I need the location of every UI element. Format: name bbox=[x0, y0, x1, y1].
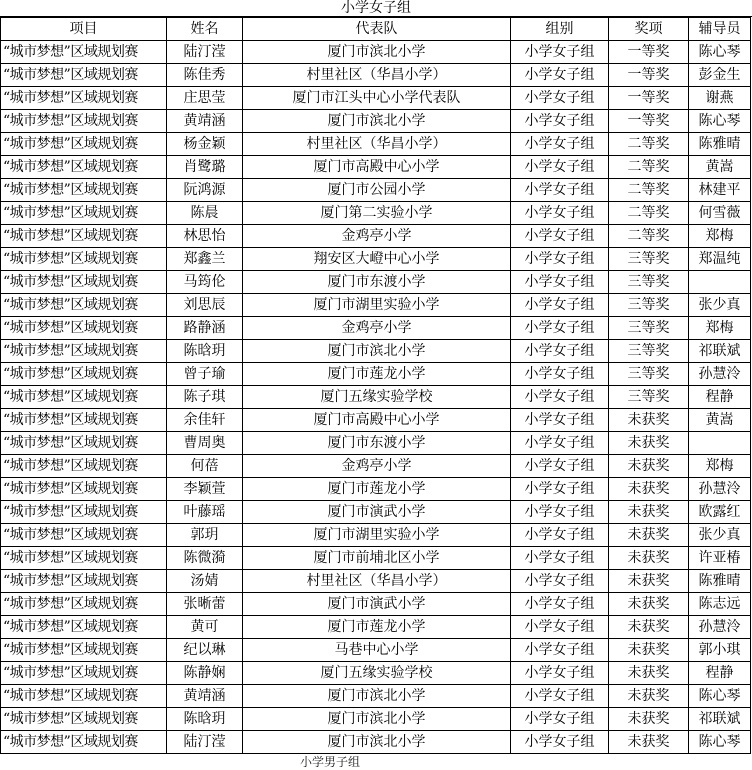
cell-team: 厦门市高殿中心小学 bbox=[243, 409, 511, 432]
table-row bbox=[1, 179, 751, 202]
cell-group: 小学女子组 bbox=[511, 616, 609, 639]
cell-project: “城市梦想”区域规划赛 bbox=[1, 225, 167, 248]
cell-group: 小学女子组 bbox=[511, 202, 609, 225]
table-row bbox=[1, 248, 751, 271]
table-body bbox=[1, 41, 751, 754]
table-row bbox=[1, 110, 751, 133]
cell-award: 三等奖 bbox=[609, 248, 689, 271]
table-row bbox=[1, 478, 751, 501]
cell-award: 二等奖 bbox=[609, 179, 689, 202]
table-row bbox=[1, 156, 751, 179]
cell-coach: 陈心琴 bbox=[689, 41, 751, 64]
cell-group: 小学女子组 bbox=[511, 570, 609, 593]
cell-award: 未获奖 bbox=[609, 731, 689, 754]
cell-award: 未获奖 bbox=[609, 547, 689, 570]
cell-project: “城市梦想”区域规划赛 bbox=[1, 616, 167, 639]
table-row bbox=[1, 294, 751, 317]
cell-name: 曹周奥 bbox=[167, 432, 243, 455]
cell-coach: 孙慧泠 bbox=[689, 616, 751, 639]
cell-team: 厦门市滨北小学 bbox=[243, 708, 511, 731]
cell-group: 小学女子组 bbox=[511, 87, 609, 110]
cell-team: 厦门市演武小学 bbox=[243, 501, 511, 524]
cell-group: 小学女子组 bbox=[511, 271, 609, 294]
cell-name: 陈佳秀 bbox=[167, 64, 243, 87]
cell-name: 张晰蕾 bbox=[167, 593, 243, 616]
cell-project: “城市梦想”区域规划赛 bbox=[1, 156, 167, 179]
cell-name: 陈晨 bbox=[167, 202, 243, 225]
cell-coach: 祁联斌 bbox=[689, 708, 751, 731]
cell-project: “城市梦想”区域规划赛 bbox=[1, 110, 167, 133]
cell-name: 马筠伦 bbox=[167, 271, 243, 294]
cell-coach: 程静 bbox=[689, 386, 751, 409]
cell-team: 金鸡亭小学 bbox=[243, 317, 511, 340]
cell-coach: 孙慧泠 bbox=[689, 363, 751, 386]
table-row bbox=[1, 616, 751, 639]
cell-award: 三等奖 bbox=[609, 340, 689, 363]
cell-project: “城市梦想”区域规划赛 bbox=[1, 570, 167, 593]
cell-name: 郭玥 bbox=[167, 524, 243, 547]
table-row bbox=[1, 340, 751, 363]
cell-group: 小学女子组 bbox=[511, 593, 609, 616]
cell-name: 阮鸿源 bbox=[167, 179, 243, 202]
table-row bbox=[1, 41, 751, 64]
cell-team: 金鸡亭小学 bbox=[243, 225, 511, 248]
cell-group: 小学女子组 bbox=[511, 179, 609, 202]
cell-award: 二等奖 bbox=[609, 202, 689, 225]
table-row bbox=[1, 225, 751, 248]
cell-project: “城市梦想”区域规划赛 bbox=[1, 455, 167, 478]
cell-group: 小学女子组 bbox=[511, 386, 609, 409]
table-row bbox=[1, 593, 751, 616]
cell-team: 厦门市湖里实验小学 bbox=[243, 294, 511, 317]
header-name: 姓名 bbox=[167, 18, 243, 41]
cell-group: 小学女子组 bbox=[511, 455, 609, 478]
cell-team: 厦门市湖里实验小学 bbox=[243, 524, 511, 547]
cell-name: 曾子瑜 bbox=[167, 363, 243, 386]
cell-project: “城市梦想”区域规划赛 bbox=[1, 363, 167, 386]
cell-team: 村里社区（华昌小学） bbox=[243, 64, 511, 87]
cell-award: 二等奖 bbox=[609, 156, 689, 179]
table-row bbox=[1, 317, 751, 340]
cell-group: 小学女子组 bbox=[511, 409, 609, 432]
cell-coach: 陈雅晴 bbox=[689, 570, 751, 593]
cell-award: 未获奖 bbox=[609, 639, 689, 662]
cell-team: 厦门市莲龙小学 bbox=[243, 478, 511, 501]
cell-project: “城市梦想”区域规划赛 bbox=[1, 731, 167, 754]
cell-team: 厦门市东渡小学 bbox=[243, 271, 511, 294]
cell-group: 小学女子组 bbox=[511, 501, 609, 524]
cell-name: 黄靖涵 bbox=[167, 110, 243, 133]
cell-name: 林思怡 bbox=[167, 225, 243, 248]
cell-group: 小学女子组 bbox=[511, 639, 609, 662]
cell-project: “城市梦想”区域规划赛 bbox=[1, 294, 167, 317]
cell-group: 小学女子组 bbox=[511, 547, 609, 570]
cell-award: 三等奖 bbox=[609, 363, 689, 386]
cell-group: 小学女子组 bbox=[511, 340, 609, 363]
cell-project: “城市梦想”区域规划赛 bbox=[1, 685, 167, 708]
cell-award: 未获奖 bbox=[609, 432, 689, 455]
cell-project: “城市梦想”区域规划赛 bbox=[1, 271, 167, 294]
cell-project: “城市梦想”区域规划赛 bbox=[1, 386, 167, 409]
cell-name: 余佳轩 bbox=[167, 409, 243, 432]
cell-group: 小学女子组 bbox=[511, 133, 609, 156]
cell-project: “城市梦想”区域规划赛 bbox=[1, 409, 167, 432]
cell-group: 小学女子组 bbox=[511, 156, 609, 179]
cell-award: 二等奖 bbox=[609, 225, 689, 248]
cell-award: 未获奖 bbox=[609, 708, 689, 731]
cell-team: 厦门市江头中心小学代表队 bbox=[243, 87, 511, 110]
table-row bbox=[1, 363, 751, 386]
cell-name: 纪以琳 bbox=[167, 639, 243, 662]
cell-group: 小学女子组 bbox=[511, 64, 609, 87]
cell-team: 翔安区大嶝中心小学 bbox=[243, 248, 511, 271]
cell-coach bbox=[689, 271, 751, 294]
header-team: 代表队 bbox=[243, 18, 511, 41]
header-row bbox=[1, 18, 751, 41]
cell-coach: 谢燕 bbox=[689, 87, 751, 110]
cell-project: “城市梦想”区域规划赛 bbox=[1, 639, 167, 662]
cell-coach: 黄嵩 bbox=[689, 409, 751, 432]
cell-project: “城市梦想”区域规划赛 bbox=[1, 432, 167, 455]
cell-award: 三等奖 bbox=[609, 386, 689, 409]
cell-team: 厦门五缘实验学校 bbox=[243, 386, 511, 409]
cell-award: 未获奖 bbox=[609, 570, 689, 593]
cell-award: 一等奖 bbox=[609, 41, 689, 64]
cell-group: 小学女子组 bbox=[511, 317, 609, 340]
cell-award: 未获奖 bbox=[609, 685, 689, 708]
cell-award: 一等奖 bbox=[609, 110, 689, 133]
cell-project: “城市梦想”区域规划赛 bbox=[1, 317, 167, 340]
cell-coach: 郭小琪 bbox=[689, 639, 751, 662]
cell-group: 小学女子组 bbox=[511, 524, 609, 547]
cell-award: 未获奖 bbox=[609, 616, 689, 639]
cell-team: 厦门市前埔北区小学 bbox=[243, 547, 511, 570]
table-row bbox=[1, 87, 751, 110]
cell-group: 小学女子组 bbox=[511, 248, 609, 271]
cell-team: 村里社区（华昌小学） bbox=[243, 133, 511, 156]
cell-award: 三等奖 bbox=[609, 317, 689, 340]
cell-name: 陈子琪 bbox=[167, 386, 243, 409]
cell-team: 马巷中心小学 bbox=[243, 639, 511, 662]
cell-team: 厦门市滨北小学 bbox=[243, 685, 511, 708]
table-row bbox=[1, 501, 751, 524]
cell-name: 杨金颖 bbox=[167, 133, 243, 156]
cell-name: 陈微漪 bbox=[167, 547, 243, 570]
cell-coach: 欧露红 bbox=[689, 501, 751, 524]
cell-name: 李颖萱 bbox=[167, 478, 243, 501]
cell-group: 小学女子组 bbox=[511, 685, 609, 708]
cell-team: 厦门市东渡小学 bbox=[243, 432, 511, 455]
cell-award: 未获奖 bbox=[609, 455, 689, 478]
cell-award: 一等奖 bbox=[609, 64, 689, 87]
cell-team: 厦门市滨北小学 bbox=[243, 41, 511, 64]
cell-name: 汤婧 bbox=[167, 570, 243, 593]
table-row bbox=[1, 639, 751, 662]
cell-coach: 何雪薇 bbox=[689, 202, 751, 225]
cell-coach: 程静 bbox=[689, 662, 751, 685]
cell-project: “城市梦想”区域规划赛 bbox=[1, 593, 167, 616]
cell-name: 叶藤瑶 bbox=[167, 501, 243, 524]
cell-name: 黄可 bbox=[167, 616, 243, 639]
table-row bbox=[1, 271, 751, 294]
cell-name: 陆汀滢 bbox=[167, 41, 243, 64]
cell-name: 陈晗玥 bbox=[167, 340, 243, 363]
cell-team: 厦门市高殿中心小学 bbox=[243, 156, 511, 179]
cell-name: 肖鹭璐 bbox=[167, 156, 243, 179]
cell-coach bbox=[689, 432, 751, 455]
cell-coach: 张少真 bbox=[689, 524, 751, 547]
cell-award: 三等奖 bbox=[609, 271, 689, 294]
cell-group: 小学女子组 bbox=[511, 662, 609, 685]
cell-name: 何蓓 bbox=[167, 455, 243, 478]
cell-award: 未获奖 bbox=[609, 524, 689, 547]
cell-group: 小学女子组 bbox=[511, 294, 609, 317]
cell-project: “城市梦想”区域规划赛 bbox=[1, 87, 167, 110]
cell-coach: 陈志远 bbox=[689, 593, 751, 616]
cell-coach: 许亚椿 bbox=[689, 547, 751, 570]
cell-award: 未获奖 bbox=[609, 662, 689, 685]
cell-award: 未获奖 bbox=[609, 593, 689, 616]
cell-group: 小学女子组 bbox=[511, 478, 609, 501]
table-row bbox=[1, 455, 751, 478]
table-row bbox=[1, 524, 751, 547]
cell-project: “城市梦想”区域规划赛 bbox=[1, 248, 167, 271]
cell-award: 二等奖 bbox=[609, 133, 689, 156]
cell-group: 小学女子组 bbox=[511, 225, 609, 248]
cell-group: 小学女子组 bbox=[511, 41, 609, 64]
cell-name: 郑鑫兰 bbox=[167, 248, 243, 271]
cell-coach: 陈心琴 bbox=[689, 685, 751, 708]
cell-group: 小学女子组 bbox=[511, 110, 609, 133]
cell-coach: 祁联斌 bbox=[689, 340, 751, 363]
cell-name: 刘思辰 bbox=[167, 294, 243, 317]
cell-coach: 陈心琴 bbox=[689, 110, 751, 133]
cell-name: 黄靖涵 bbox=[167, 685, 243, 708]
table-row bbox=[1, 731, 751, 754]
cell-project: “城市梦想”区域规划赛 bbox=[1, 501, 167, 524]
cell-group: 小学女子组 bbox=[511, 731, 609, 754]
table-row bbox=[1, 409, 751, 432]
cell-project: “城市梦想”区域规划赛 bbox=[1, 547, 167, 570]
cell-name: 陈静娴 bbox=[167, 662, 243, 685]
table-row bbox=[1, 133, 751, 156]
table-row bbox=[1, 685, 751, 708]
cell-project: “城市梦想”区域规划赛 bbox=[1, 708, 167, 731]
cell-name: 路静涵 bbox=[167, 317, 243, 340]
cell-coach: 郑梅 bbox=[689, 317, 751, 340]
cell-team: 厦门市滨北小学 bbox=[243, 731, 511, 754]
cell-team: 厦门市公园小学 bbox=[243, 179, 511, 202]
cell-team: 厦门市演武小学 bbox=[243, 593, 511, 616]
cell-group: 小学女子组 bbox=[511, 432, 609, 455]
header-award: 奖项 bbox=[609, 18, 689, 41]
header-coach: 辅导员 bbox=[689, 18, 751, 41]
cell-team: 厦门市滨北小学 bbox=[243, 110, 511, 133]
header-group: 组别 bbox=[511, 18, 609, 41]
cell-award: 三等奖 bbox=[609, 294, 689, 317]
table-row bbox=[1, 547, 751, 570]
cell-award: 一等奖 bbox=[609, 87, 689, 110]
cell-project: “城市梦想”区域规划赛 bbox=[1, 179, 167, 202]
cell-coach: 郑温纯 bbox=[689, 248, 751, 271]
cell-name: 陈晗玥 bbox=[167, 708, 243, 731]
section-title: 小学女子组 bbox=[0, 0, 752, 17]
cell-team: 村里社区（华昌小学） bbox=[243, 570, 511, 593]
cell-project: “城市梦想”区域规划赛 bbox=[1, 340, 167, 363]
cell-coach: 孙慧泠 bbox=[689, 478, 751, 501]
cell-coach: 陈雅晴 bbox=[689, 133, 751, 156]
next-section-title-partial: 小学男子组 bbox=[300, 755, 361, 769]
cell-team: 厦门第二实验小学 bbox=[243, 202, 511, 225]
cell-coach: 黄嵩 bbox=[689, 156, 751, 179]
cell-coach: 陈心琴 bbox=[689, 731, 751, 754]
cell-team: 厦门五缘实验学校 bbox=[243, 662, 511, 685]
table-row bbox=[1, 708, 751, 731]
cell-team: 厦门市滨北小学 bbox=[243, 340, 511, 363]
cell-coach: 郑梅 bbox=[689, 455, 751, 478]
header-project: 项目 bbox=[1, 18, 167, 41]
table-row bbox=[1, 432, 751, 455]
cell-team: 金鸡亭小学 bbox=[243, 455, 511, 478]
cell-project: “城市梦想”区域规划赛 bbox=[1, 64, 167, 87]
cell-team: 厦门市莲龙小学 bbox=[243, 363, 511, 386]
table-row bbox=[1, 386, 751, 409]
cell-coach: 林建平 bbox=[689, 179, 751, 202]
cell-project: “城市梦想”区域规划赛 bbox=[1, 133, 167, 156]
cell-award: 未获奖 bbox=[609, 501, 689, 524]
table-row bbox=[1, 64, 751, 87]
cell-award: 未获奖 bbox=[609, 478, 689, 501]
cell-project: “城市梦想”区域规划赛 bbox=[1, 478, 167, 501]
cell-project: “城市梦想”区域规划赛 bbox=[1, 202, 167, 225]
cell-coach: 郑梅 bbox=[689, 225, 751, 248]
cell-coach: 张少真 bbox=[689, 294, 751, 317]
cell-coach: 彭金生 bbox=[689, 64, 751, 87]
cell-project: “城市梦想”区域规划赛 bbox=[1, 662, 167, 685]
cell-group: 小学女子组 bbox=[511, 708, 609, 731]
cell-team: 厦门市莲龙小学 bbox=[243, 616, 511, 639]
table-row bbox=[1, 202, 751, 225]
table-row bbox=[1, 570, 751, 593]
cell-name: 庄思莹 bbox=[167, 87, 243, 110]
cell-award: 未获奖 bbox=[609, 409, 689, 432]
cell-project: “城市梦想”区域规划赛 bbox=[1, 41, 167, 64]
cell-group: 小学女子组 bbox=[511, 363, 609, 386]
cell-name: 陆汀滢 bbox=[167, 731, 243, 754]
results-table bbox=[0, 17, 751, 754]
table-row bbox=[1, 662, 751, 685]
cell-project: “城市梦想”区域规划赛 bbox=[1, 524, 167, 547]
